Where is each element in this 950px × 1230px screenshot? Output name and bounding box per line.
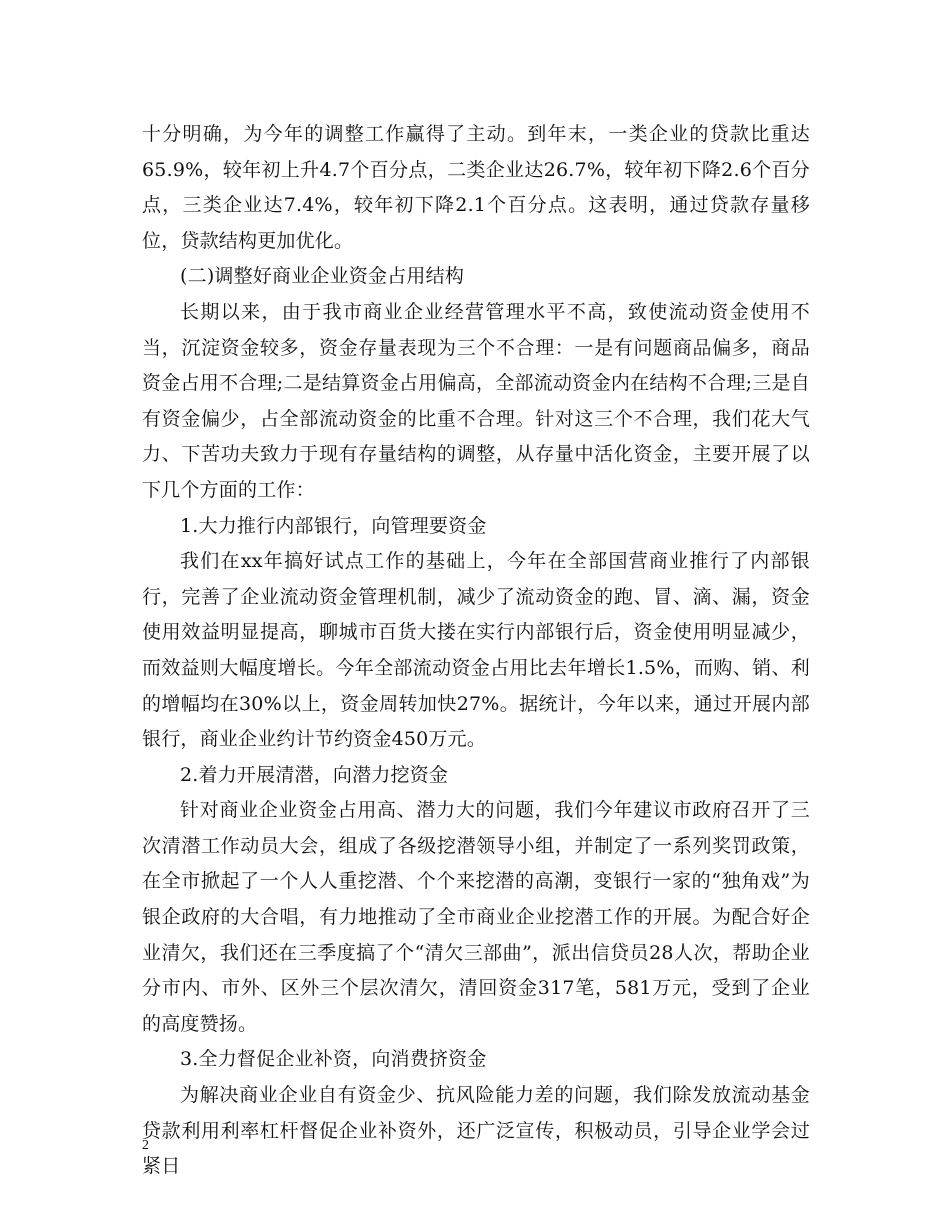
subheading-internal-bank: 1.大力推行内部银行，向管理要资金 [180, 514, 487, 537]
page-number: 2 [142, 1138, 149, 1153]
paragraph-loan-structure: 十分明确，为今年的调整工作赢得了主动。到年末，一类企业的贷款比重达65.9%，较年初上升4.7个百分点，二类企业达26.7%，较年初下降2.6个百分点，三类企业达7.4%，较年初下降2.1个百分点。这表明，通过贷款存量移位，贷款结构更加优化。 [142, 123, 810, 252]
paragraph-three-unreasonable: 长期以来，由于我市商业企业经营管理水平不高，致使流动资金使用不当，沉淀资金较多，资金存量表现为三个不合理：一是有问题商品偏多，商品资金占用不合理;二是结算资金占用偏高，全部流动资金内在结构不合理;三是自有资金偏少，占全部流动资金的比重不合理。针对这三个不合理，我们花大气力、下苦功夫致力于现有存量结构的调整，从存量中活化资金，主要开展了以下几个方面的工作： [142, 300, 810, 501]
paragraph-clearing-potential: 针对商业企业资金占用高、潜力大的问题，我们今年建议市政府召开了三次清潜工作动员大会，组成了各级挖潜领导小组，并制定了一系列奖罚政策，在全市掀起了一个人人重挖潜、个个来挖潜的高潮，变银行一家的“独角戏”为银企政府的大合唱，有力地推动了全市商业企业挖潜工作的开展。为配合好企业清欠，我们还在三季度搞了个“清欠三部曲”，派出信贷员28人次，帮助企业分市内、市外、区外三个层次清欠，清回资金317笔，581万元，受到了企业的高度赞扬。 [142, 799, 810, 1035]
paragraph-internal-bank: 我们在xx年搞好试点工作的基础上，今年在全部国营商业推行了内部银行，完善了企业流动资金管理机制，减少了流动资金的跑、冒、滴、漏，资金使用效益明显提高，聊城市百货大搂在实行内部银行后，资金使用明显减少，而效益则大幅度增长。今年全部流动资金占用比去年增长1.5%，而购、销、利的增幅均在30%以上，资金周转加快27%。据统计，今年以来，通过开展内部银行，商业企业约计节约资金450万元。 [142, 550, 810, 751]
subheading-clearing-potential: 2.着力开展清潜，向潜力挖资金 [180, 763, 449, 786]
document-body [142, 117, 810, 1185]
subheading-capital-supplement: 3.全力督促企业补资，向消费挤资金 [180, 1048, 487, 1071]
paragraph-capital-supplement: 为解决商业企业自有资金少、抗风险能力差的问题，我们除发放流动基金贷款利用利率杠杆督促企业补资外，还广泛宣传，积极动员，引导企业学会过紧日 [142, 1084, 810, 1178]
section-heading-capital-structure: (二)调整好商业企业资金占用结构 [180, 265, 465, 288]
